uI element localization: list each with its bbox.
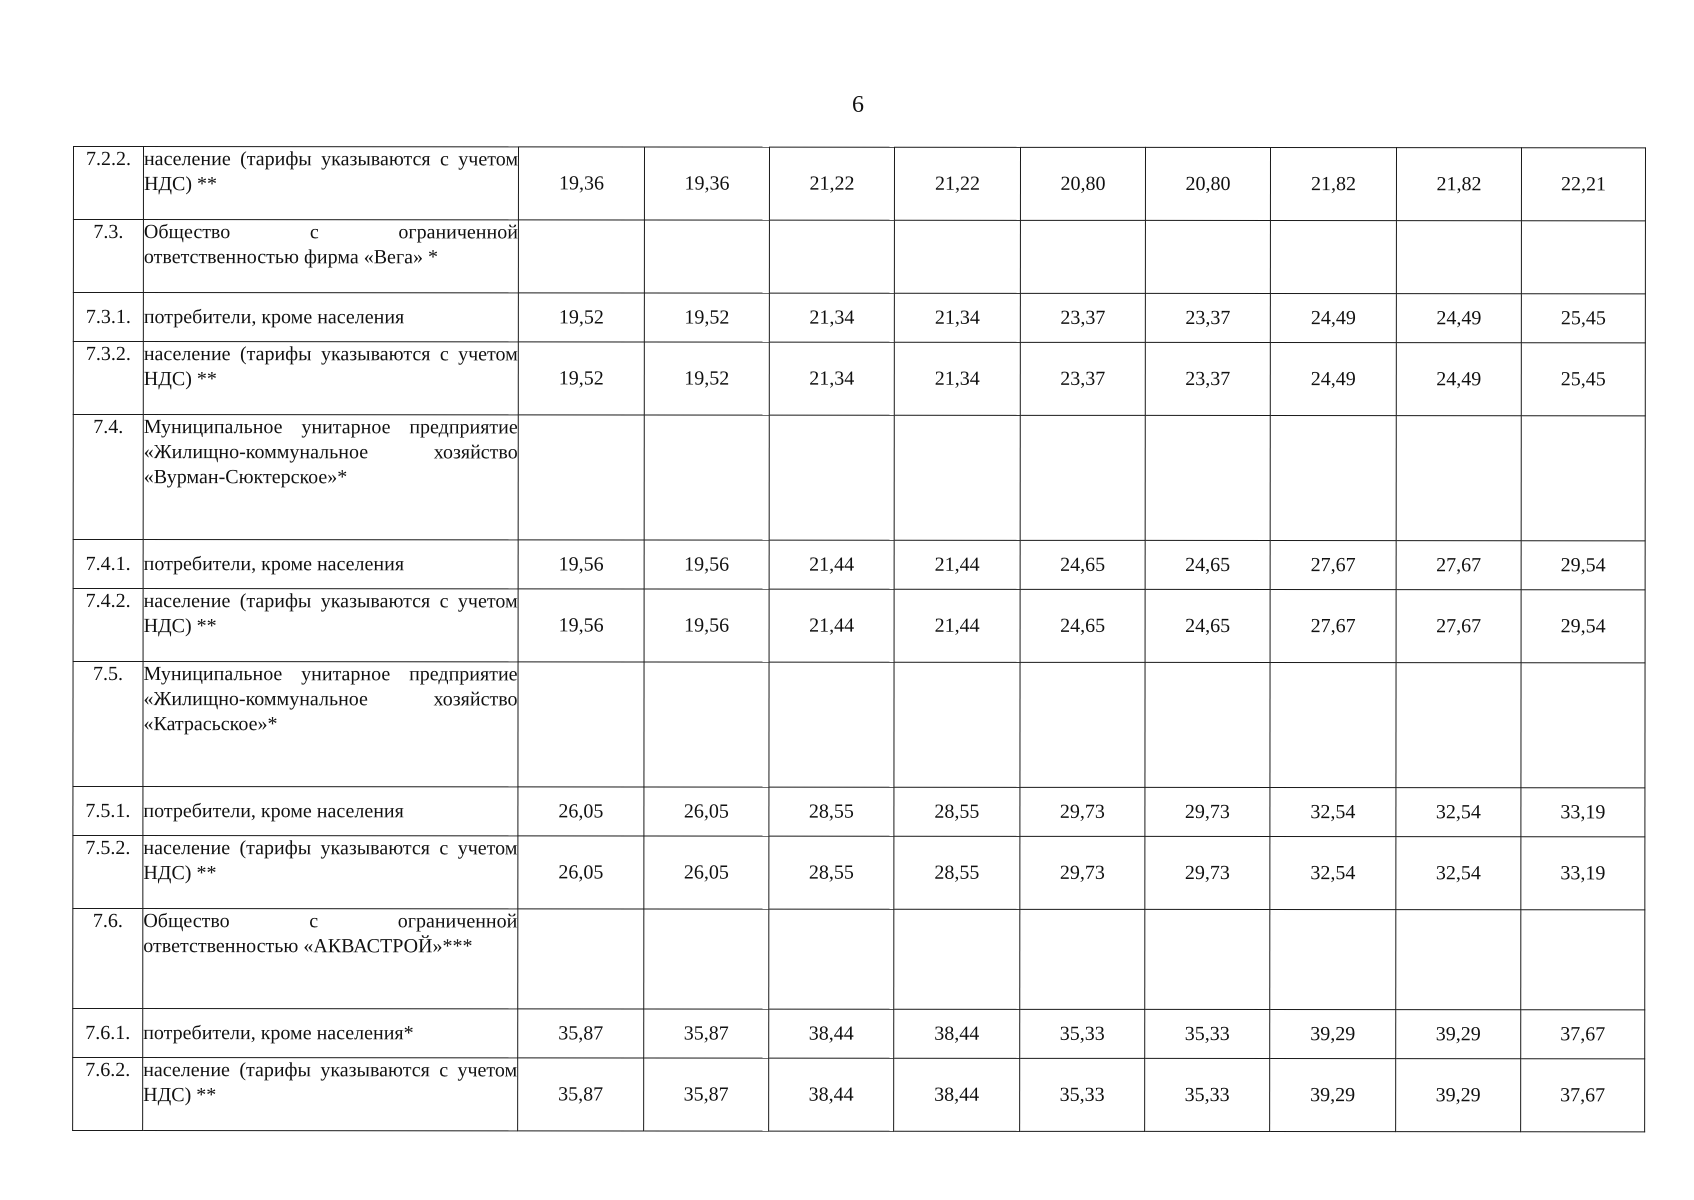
tariff-value-cell xyxy=(894,909,1020,1009)
tariff-table xyxy=(72,146,1646,1132)
table-row xyxy=(73,220,1645,294)
tariff-value-cell: 29,73 xyxy=(1145,787,1270,836)
table-row xyxy=(73,662,1645,788)
table-row xyxy=(73,589,1645,663)
tariff-value-cell: 25,45 xyxy=(1521,294,1645,343)
row-name: потребители, кроме населения xyxy=(143,293,518,342)
row-number: 7.4.2. xyxy=(73,589,143,662)
tariff-value-cell xyxy=(1521,910,1645,1010)
row-number: 7.3.1. xyxy=(73,293,143,342)
tariff-value-cell: 29,54 xyxy=(1521,541,1645,590)
tariff-value-cell xyxy=(1396,416,1521,541)
row-number: 7.6.2. xyxy=(73,1058,143,1131)
tariff-value-cell xyxy=(518,909,644,1009)
tariff-value-cell: 24,49 xyxy=(1396,343,1521,416)
tariff-value-cell: 19,36 xyxy=(518,147,644,220)
tariff-value-cell xyxy=(1020,415,1145,540)
tariff-value-cell: 35,87 xyxy=(518,1058,644,1131)
row-number: 7.3.2. xyxy=(73,342,143,415)
row-name: население (тарифы указываются с учетом НДС) ** xyxy=(143,589,518,662)
tariff-value-cell xyxy=(1020,662,1145,787)
tariff-value-cell: 28,55 xyxy=(769,787,894,836)
tariff-value-cell xyxy=(518,662,644,787)
tariff-value-cell: 35,87 xyxy=(644,1009,769,1058)
table-row xyxy=(73,147,1645,221)
tariff-value-cell: 37,67 xyxy=(1521,1010,1645,1059)
row-number: 7.6. xyxy=(73,909,143,1009)
tariff-value-cell: 19,56 xyxy=(644,540,769,589)
tariff-value-cell: 39,29 xyxy=(1270,1010,1396,1059)
tariff-value-cell xyxy=(644,415,769,540)
tariff-value-cell: 32,54 xyxy=(1270,837,1396,910)
tariff-value-cell: 21,22 xyxy=(769,147,894,220)
tariff-value-cell xyxy=(1145,909,1270,1009)
tariff-value-cell: 21,44 xyxy=(894,589,1020,662)
row-name: население (тарифы указываются с учетом НДС) ** xyxy=(143,836,518,909)
tariff-value-cell: 21,34 xyxy=(894,293,1020,342)
tariff-value-cell: 28,55 xyxy=(894,787,1020,836)
table-row xyxy=(73,1009,1645,1059)
tariff-value-cell: 29,73 xyxy=(1020,787,1145,836)
row-name: Общество с ограниченной ответственностью фирма «Вега» * xyxy=(143,220,518,293)
tariff-value-cell: 21,34 xyxy=(769,293,894,342)
tariff-value-cell: 20,80 xyxy=(1020,147,1145,220)
tariff-value-cell xyxy=(1020,909,1145,1009)
tariff-value-cell: 23,37 xyxy=(1145,342,1270,415)
tariff-value-cell xyxy=(894,220,1020,293)
tariff-value-cell: 35,33 xyxy=(1145,1009,1270,1058)
tariff-value-cell xyxy=(1396,663,1521,788)
tariff-value-cell: 27,67 xyxy=(1396,590,1521,663)
tariff-value-cell: 19,56 xyxy=(644,589,769,662)
table-row xyxy=(73,1058,1645,1132)
row-name: население (тарифы указываются с учетом НДС) ** xyxy=(143,147,518,220)
row-name: Общество с ограниченной ответственностью «АКВАСТРОЙ»*** xyxy=(143,909,518,1009)
tariff-value-cell xyxy=(769,662,894,787)
table-row xyxy=(73,415,1645,541)
page-number: 6 xyxy=(852,92,864,118)
tariff-value-cell: 21,44 xyxy=(769,589,894,662)
tariff-value-cell: 33,19 xyxy=(1521,837,1645,910)
tariff-value-cell xyxy=(769,415,894,540)
tariff-value-cell xyxy=(1020,220,1145,293)
tariff-value-cell: 19,56 xyxy=(518,540,644,589)
tariff-value-cell: 21,22 xyxy=(894,147,1020,220)
tariff-value-cell: 19,56 xyxy=(518,589,644,662)
tariff-value-cell: 38,44 xyxy=(769,1009,894,1058)
tariff-value-cell: 24,49 xyxy=(1270,343,1396,416)
tariff-value-cell xyxy=(1145,415,1270,540)
row-name: потребители, кроме населения xyxy=(143,540,518,589)
tariff-value-cell: 20,80 xyxy=(1145,147,1270,220)
row-number: 7.6.1. xyxy=(73,1009,143,1058)
tariff-value-cell xyxy=(1145,662,1270,787)
tariff-value-cell: 35,87 xyxy=(518,1009,644,1058)
tariff-value-cell: 26,05 xyxy=(518,836,644,909)
tariff-value-cell: 24,49 xyxy=(1396,294,1521,343)
tariff-value-cell: 32,54 xyxy=(1396,837,1521,910)
tariff-value-cell: 19,52 xyxy=(518,293,644,342)
tariff-value-cell: 19,52 xyxy=(644,293,769,342)
tariff-value-cell: 39,29 xyxy=(1270,1059,1396,1132)
tariff-value-cell: 22,21 xyxy=(1521,148,1645,221)
tariff-value-cell: 37,67 xyxy=(1521,1059,1645,1132)
tariff-value-cell xyxy=(769,909,894,1009)
row-number: 7.5. xyxy=(73,662,143,787)
tariff-value-cell: 24,49 xyxy=(1270,294,1396,343)
tariff-value-cell xyxy=(644,662,769,787)
tariff-value-cell: 27,67 xyxy=(1396,541,1521,590)
tariff-value-cell: 23,37 xyxy=(1020,293,1145,342)
tariff-value-cell: 28,55 xyxy=(769,836,894,909)
tariff-value-cell: 38,44 xyxy=(769,1058,894,1131)
row-number: 7.4.1. xyxy=(73,540,143,589)
tariff-value-cell: 19,36 xyxy=(644,147,769,220)
row-number: 7.5.1. xyxy=(73,787,143,836)
row-name: население (тарифы указываются с учетом НДС) ** xyxy=(143,342,518,415)
tariff-value-cell: 24,65 xyxy=(1145,589,1270,662)
tariff-value-cell xyxy=(894,415,1020,540)
tariff-value-cell: 21,44 xyxy=(894,540,1020,589)
tariff-table-body xyxy=(73,147,1646,1132)
tariff-value-cell: 28,55 xyxy=(894,836,1020,909)
tariff-value-cell: 29,54 xyxy=(1521,590,1645,663)
tariff-value-cell: 21,34 xyxy=(894,342,1020,415)
tariff-value-cell: 23,37 xyxy=(1145,293,1270,342)
tariff-value-cell xyxy=(518,415,644,540)
tariff-value-cell: 24,65 xyxy=(1145,540,1270,589)
tariff-value-cell xyxy=(1270,663,1396,788)
tariff-value-cell: 23,37 xyxy=(1020,342,1145,415)
row-name: население (тарифы указываются с учетом НДС) ** xyxy=(143,1058,518,1131)
tariff-value-cell: 35,33 xyxy=(1145,1058,1270,1131)
tariff-value-cell xyxy=(1396,221,1521,294)
tariff-value-cell: 33,19 xyxy=(1521,788,1645,837)
tariff-value-cell: 35,33 xyxy=(1020,1009,1145,1058)
tariff-value-cell: 26,05 xyxy=(644,787,769,836)
tariff-value-cell xyxy=(644,220,769,293)
table-row xyxy=(73,540,1645,590)
tariff-value-cell: 39,29 xyxy=(1396,1059,1521,1132)
tariff-value-cell: 38,44 xyxy=(894,1058,1020,1131)
tariff-value-cell: 29,73 xyxy=(1145,836,1270,909)
tariff-value-cell xyxy=(1521,663,1645,788)
tariff-value-cell: 24,65 xyxy=(1020,589,1145,662)
row-number: 7.4. xyxy=(73,415,143,540)
tariff-value-cell xyxy=(1270,416,1396,541)
tariff-value-cell: 26,05 xyxy=(518,787,644,836)
tariff-value-cell: 27,67 xyxy=(1270,590,1396,663)
tariff-value-cell xyxy=(644,909,769,1009)
tariff-value-cell: 24,65 xyxy=(1020,540,1145,589)
tariff-value-cell: 21,44 xyxy=(769,540,894,589)
tariff-value-cell xyxy=(518,220,644,293)
row-name: потребители, кроме населения xyxy=(143,787,518,836)
tariff-value-cell xyxy=(1521,416,1645,541)
tariff-value-cell: 21,82 xyxy=(1270,148,1396,221)
tariff-value-cell: 27,67 xyxy=(1270,541,1396,590)
tariff-value-cell: 35,87 xyxy=(644,1058,769,1131)
tariff-value-cell xyxy=(894,662,1020,787)
row-name: Муниципальное унитарное предприятие «Жилищно-коммунальное хозяйство «Вурман-Сюктерское»* xyxy=(143,415,518,540)
row-number: 7.3. xyxy=(73,220,143,293)
tariff-value-cell: 26,05 xyxy=(644,836,769,909)
tariff-value-cell xyxy=(1521,221,1645,294)
tariff-value-cell: 32,54 xyxy=(1270,788,1396,837)
row-name: потребители, кроме населения* xyxy=(143,1009,518,1058)
tariff-value-cell: 39,29 xyxy=(1396,1010,1521,1059)
table-row xyxy=(73,293,1645,343)
tariff-value-cell: 29,73 xyxy=(1020,836,1145,909)
tariff-value-cell: 38,44 xyxy=(894,1009,1020,1058)
table-row xyxy=(73,909,1645,1010)
row-number: 7.2.2. xyxy=(73,147,143,220)
tariff-value-cell xyxy=(1396,910,1521,1010)
tariff-value-cell: 32,54 xyxy=(1396,788,1521,837)
table-row xyxy=(73,342,1645,416)
table-row xyxy=(73,836,1645,910)
tariff-value-cell: 25,45 xyxy=(1521,343,1645,416)
tariff-value-cell: 21,82 xyxy=(1396,148,1521,221)
tariff-value-cell: 19,52 xyxy=(518,342,644,415)
tariff-value-cell: 19,52 xyxy=(644,342,769,415)
tariff-value-cell: 21,34 xyxy=(769,342,894,415)
table-row xyxy=(73,787,1645,837)
row-number: 7.5.2. xyxy=(73,836,143,909)
tariff-value-cell: 35,33 xyxy=(1020,1058,1145,1131)
tariff-value-cell xyxy=(769,220,894,293)
tariff-value-cell xyxy=(1270,221,1396,294)
tariff-value-cell xyxy=(1145,220,1270,293)
tariff-value-cell xyxy=(1270,910,1396,1010)
row-name: Муниципальное унитарное предприятие «Жилищно-коммунальное хозяйство «Катрасьское»* xyxy=(143,662,518,787)
